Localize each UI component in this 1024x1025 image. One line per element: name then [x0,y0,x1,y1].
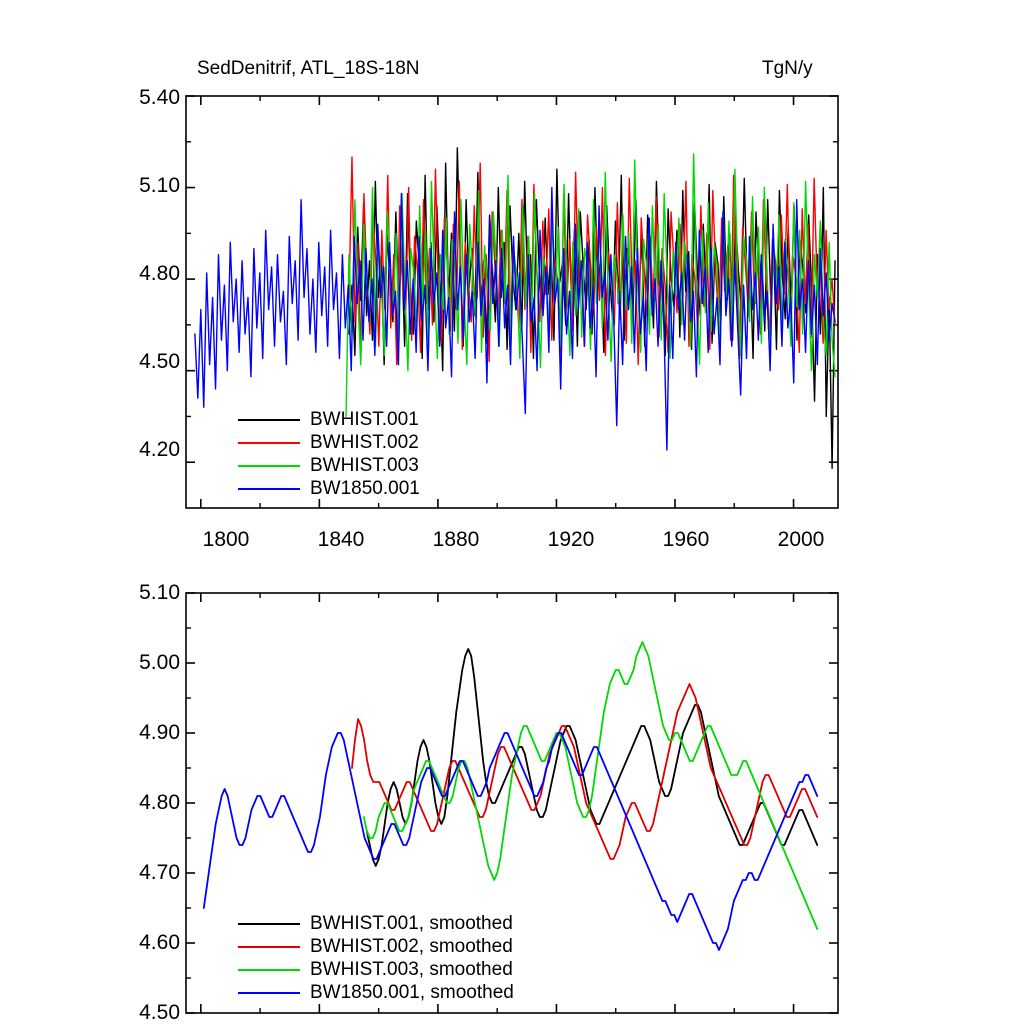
bottom-ytick-label-2: 4.90 [139,721,180,744]
top-xtick-label-3: 1920 [547,528,595,551]
top-ytick-label-1: 5.10 [139,174,180,197]
top-xtick-label-5: 2000 [777,528,825,551]
plot-title: SedDenitrif, ATL_18S-18N [197,58,420,79]
top-xtick-label-4: 1960 [662,528,710,551]
legend-swatch-smoothed-series2 [238,946,300,948]
legend-swatch-smoothed-series4 [238,992,300,994]
top-legend [238,408,420,500]
legend-item [238,935,514,958]
legend-label-series1: BWHIST.001 [310,409,419,430]
top-ytick-label-0: 5.40 [139,86,180,109]
legend-swatch-series4 [238,488,300,490]
top-ytick-label-2: 4.80 [139,262,180,285]
legend-label-smoothed-series3: BWHIST.003, smoothed [310,959,513,980]
top-xtick-label-0: 1800 [202,528,250,551]
bottom-ytick-label-1: 5.00 [139,651,180,674]
top-xtick-label-2: 1880 [432,528,480,551]
legend-item [238,431,420,454]
bottom-ytick-label-6: 4.50 [139,1001,180,1024]
legend-item [238,408,420,431]
legend-label-smoothed-series1: BWHIST.001, smoothed [310,913,513,934]
legend-item [238,958,514,981]
bottom-ytick-label-4: 4.70 [139,861,180,884]
legend-label-smoothed-series2: BWHIST.002, smoothed [310,936,513,957]
legend-item [238,477,420,500]
legend-swatch-smoothed-series1 [238,923,300,925]
legend-label-smoothed-series4: BW1850.001, smoothed [310,982,514,1003]
top-ytick-label-4: 4.20 [139,438,180,461]
legend-label-series2: BWHIST.002 [310,432,419,453]
legend-item [238,912,514,935]
legend-item [238,454,420,477]
legend-item [238,981,514,1004]
bottom-ytick-label-3: 4.80 [139,791,180,814]
top-ytick-label-3: 4.50 [139,350,180,373]
bottom-ytick-label-0: 5.10 [139,581,180,604]
legend-swatch-series1 [238,419,300,421]
plot-units: TgN/y [762,58,813,79]
top-xtick-label-1: 1840 [317,528,365,551]
legend-swatch-series3 [238,465,300,467]
bottom-legend [238,912,514,1004]
legend-label-series3: BWHIST.003 [310,455,419,476]
legend-swatch-series2 [238,442,300,444]
legend-swatch-smoothed-series3 [238,969,300,971]
bottom-panel [0,560,1024,1024]
bottom-ytick-label-5: 4.60 [139,931,180,954]
legend-label-series4: BW1850.001 [310,478,420,499]
